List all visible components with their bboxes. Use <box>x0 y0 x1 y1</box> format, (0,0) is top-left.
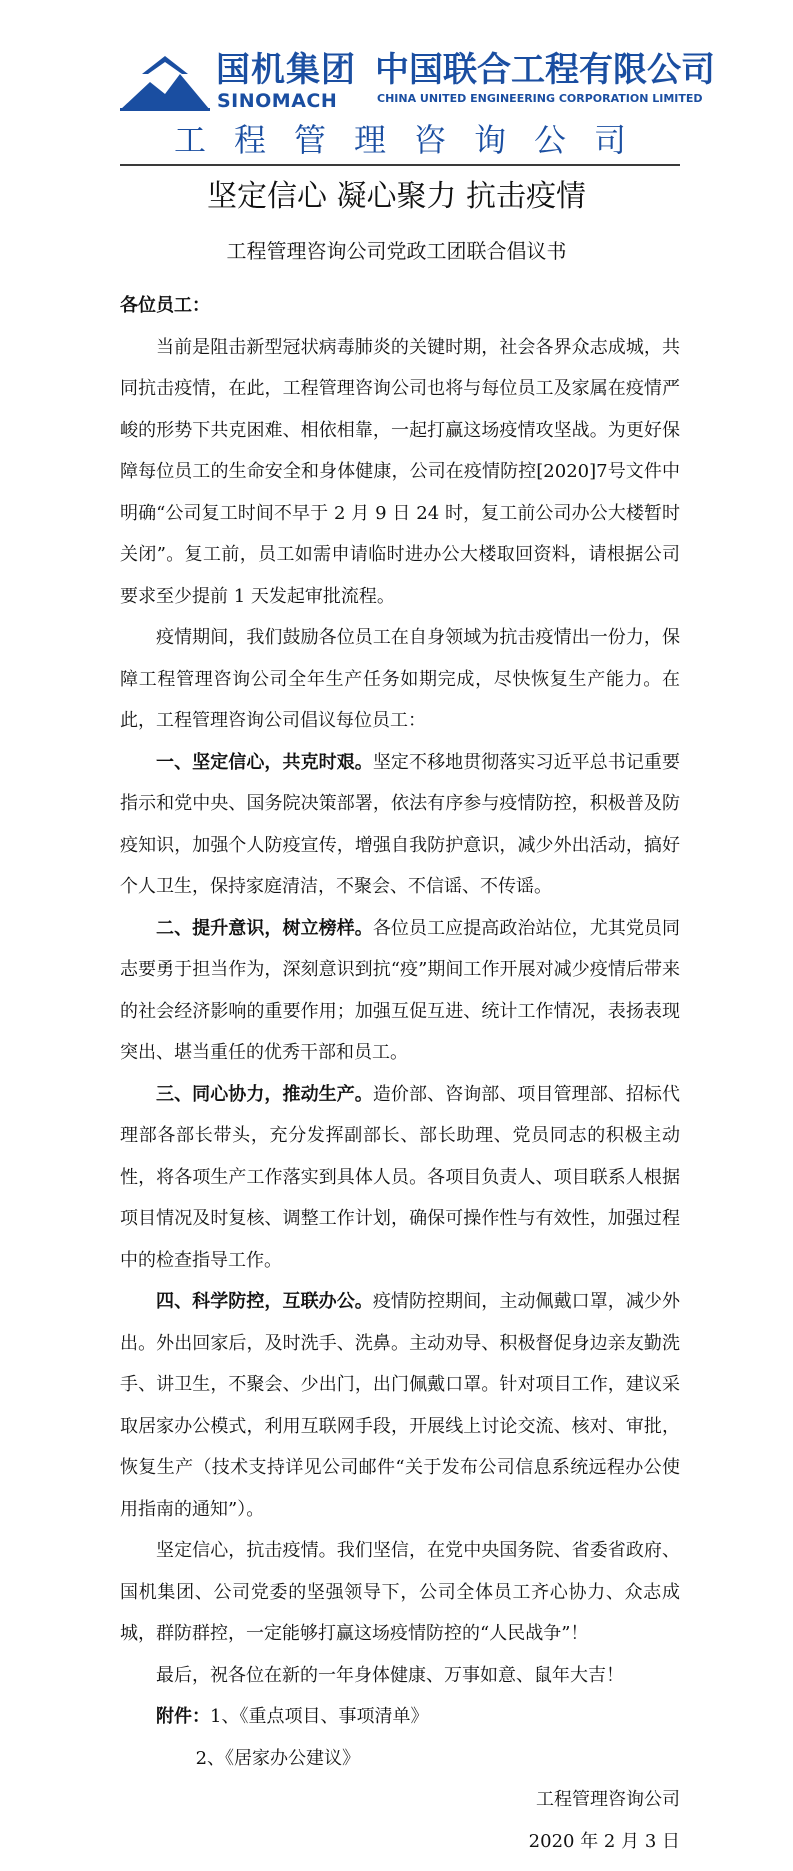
letterhead <box>120 50 715 116</box>
paragraph-wishes: 最后，祝各位在新的一年身体健康、万事如意、鼠年大吉！ <box>156 1664 624 1686</box>
brand-name-en: SINOMACH <box>217 90 338 112</box>
paragraph-point-1 <box>120 742 680 908</box>
paragraph-point-3 <box>120 1074 680 1282</box>
point-1-body: 坚定不移地贯彻落实习近平总书记重要指示和党中央、国务院决策部署，依法有序参与疫情防控，积极普及防疫知识，加强个人防疫宣传，增强自我防护意识，减少外出活动，搞好个人卫生，保持家庭清洁，不聚会、不信谣、不传谣。 <box>120 751 681 897</box>
signature-org: 工程管理咨询公司 <box>536 1789 680 1810</box>
paragraph-call: 疫情期间，我们鼓励各位员工在自身领域为抗击疫情出一份力，保障工程管理咨询公司全年生产任务如期完成，尽快恢复生产能力。在此，工程管理咨询公司倡议每位员工： <box>120 627 680 731</box>
paragraph-point-4 <box>120 1281 680 1530</box>
company-name-en: CHINA UNITED ENGINEERING CORPORATION LIMITED <box>377 92 703 105</box>
document-title: 坚定信心 凝心聚力 抗击疫情 <box>206 179 587 214</box>
sinomach-logo-icon <box>120 52 210 112</box>
company-name-cn: 中国联合工程有限公司 <box>375 50 715 90</box>
point-4-body: 疫情防控期间，主动佩戴口罩，减少外出。外出回家后，及时洗手、洗鼻。主动劝导、积极督促身边亲友勤洗手、讲卫生，不聚会、少出门，出门佩戴口罩。针对项目工作，建议采取居家办公模式，利用互联网手段，开展线上讨论交流、核对、审批，恢复生产（技术支持详见公司邮件“关于发布公司信息系统远程办公使用指南的通知”）。 <box>120 1291 681 1520</box>
point-2-body: 各位员工应提高政治站位，尤其党员同志要勇于担当作为，深刻意识到抗“疫”期间工作开展对减少疫情后带来的社会经济影响的重要作用；加强互促互进、统计工作情况，表扬表现突出、堪当重任的优秀干部和员工。 <box>120 917 681 1063</box>
paragraph-closing: 坚定信心，抗击疫情。我们坚信，在党中央国务院、省委省政府、国机集团、公司党委的坚强领导下，公司全体员工齐心协力、众志成城，群防群控，一定能够打赢这场疫情防控的“人民战争”！ <box>120 1540 680 1644</box>
point-4-heading: 四、科学防控，互联办公。 <box>156 1291 373 1312</box>
document-subtitle: 工程管理咨询公司党政工团联合倡议书 <box>226 239 567 263</box>
paragraph-point-2 <box>120 908 680 1074</box>
header-divider <box>120 164 680 166</box>
signature-date: 2020 年 2 月 3 日 <box>528 1830 680 1852</box>
attachment-item-1: 1、《重点项目、事项清单》 <box>210 1706 429 1727</box>
attachment-line-1 <box>120 1696 680 1738</box>
paragraph-intro: 当前是阻击新型冠状病毒肺炎的关键时期，社会各界众志成城，共同抗击疫情，在此，工程管理咨询公司也将与每位员工及家属在疫情严峻的形势下共克困难、相依相靠，一起打赢这场疫情攻坚战。为更好保障每位员工的生命安全和身体健康，公司在疫情防控[2020]7号文件中明确“公司复工时间不早于 2 月 9 日 24 时，复工前公司办公大楼暂时关闭”。复工前，员工如需申请临时进办公大楼取回资料，请根据公司要求至少提前 1 天发起审批流程。 <box>120 336 680 607</box>
attachment-label: 附件： <box>156 1706 210 1727</box>
brand-name-cn: 国机集团 <box>216 50 356 90</box>
salutation: 各位员工： <box>120 295 210 316</box>
point-3-heading: 三、同心协力，推动生产。 <box>156 1083 373 1105</box>
point-2-heading: 二、提升意识，树立榜样。 <box>156 917 373 939</box>
point-1-heading: 一、坚定信心，共克时艰。 <box>156 751 373 773</box>
point-3-body: 造价部、咨询部、项目管理部、招标代理部各部长带头，充分发挥副部长、部长助理、党员同志的积极主动性，将各项生产工作落实到具体人员。各项目负责人、项目联系人根据项目情况及时复核、调整工作计划，确保可操作性与有效性，加强过程中的检查指导工作。 <box>120 1083 681 1271</box>
letter-body <box>120 285 680 1862</box>
department-name: 工程管理咨询公司 <box>173 121 654 159</box>
attachment-item-2: 2、《居家办公建议》 <box>195 1747 361 1769</box>
